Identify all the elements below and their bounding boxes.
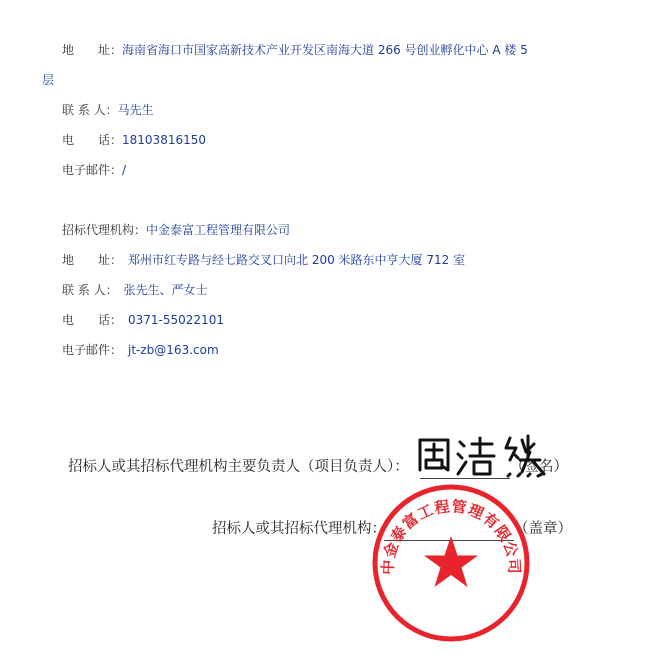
- contact-value: 马先生: [117, 103, 154, 117]
- agency-contact-value: 张先生、严女士: [123, 283, 208, 297]
- responsible-signature-line: [68, 458, 409, 476]
- org-stamp-line: [212, 520, 386, 538]
- agency-email-label: 电子邮件：: [62, 343, 123, 357]
- tenderer-phone-row: [62, 132, 206, 148]
- address-label: 地 址：: [62, 43, 123, 57]
- agency-name-label: 招标代理机构：: [62, 223, 147, 237]
- org-suffix: （盖章）: [514, 521, 572, 537]
- responsible-suffix: （签名）: [510, 459, 568, 475]
- seal-star-icon: [424, 536, 478, 587]
- org-label: 招标人或其招标代理机构：: [212, 521, 386, 537]
- email-value: /: [122, 163, 127, 177]
- agency-phone-label: 电 话：: [62, 313, 123, 327]
- agency-phone-row: [62, 312, 224, 328]
- agency-name-value: 中金泰富工程管理有限公司: [146, 223, 291, 237]
- agency-phone-value: 0371-55022101: [128, 313, 224, 327]
- company-seal: [370, 482, 532, 644]
- responsible-label: 招标人或其招标代理机构主要负责人（项目负责人）：: [68, 459, 409, 475]
- tenderer-address-row: [62, 42, 528, 58]
- address-value: 海南省海口市国家高新技术产业开发区南海大道 266 号创业孵化中心 A 楼 5: [122, 43, 528, 57]
- agency-contact-label: 联 系 人：: [62, 283, 118, 297]
- email-label: 电子邮件：: [62, 163, 123, 177]
- phone-value: 18103816150: [122, 133, 206, 147]
- agency-address-label: 地 址：: [62, 253, 123, 267]
- agency-name-row: [62, 222, 290, 238]
- seal-text: 中金泰富工程管理有限公司: [378, 497, 524, 576]
- agency-contact-row: [62, 282, 208, 298]
- contact-label: 联 系 人：: [62, 103, 118, 117]
- agency-email-row: [62, 342, 219, 358]
- tenderer-contact-row: [62, 102, 154, 118]
- address-continuation: 层: [42, 73, 55, 87]
- handwritten-signature: [414, 430, 564, 482]
- agency-email-value: jt-zb@163.com: [128, 343, 219, 357]
- agency-address-row: [62, 252, 465, 268]
- phone-label: 电 话：: [62, 133, 123, 147]
- agency-address-value: 郑州市红专路与经七路交叉口向北 200 米路东中亨大厦 712 室: [128, 253, 466, 267]
- tenderer-email-row: [62, 162, 126, 178]
